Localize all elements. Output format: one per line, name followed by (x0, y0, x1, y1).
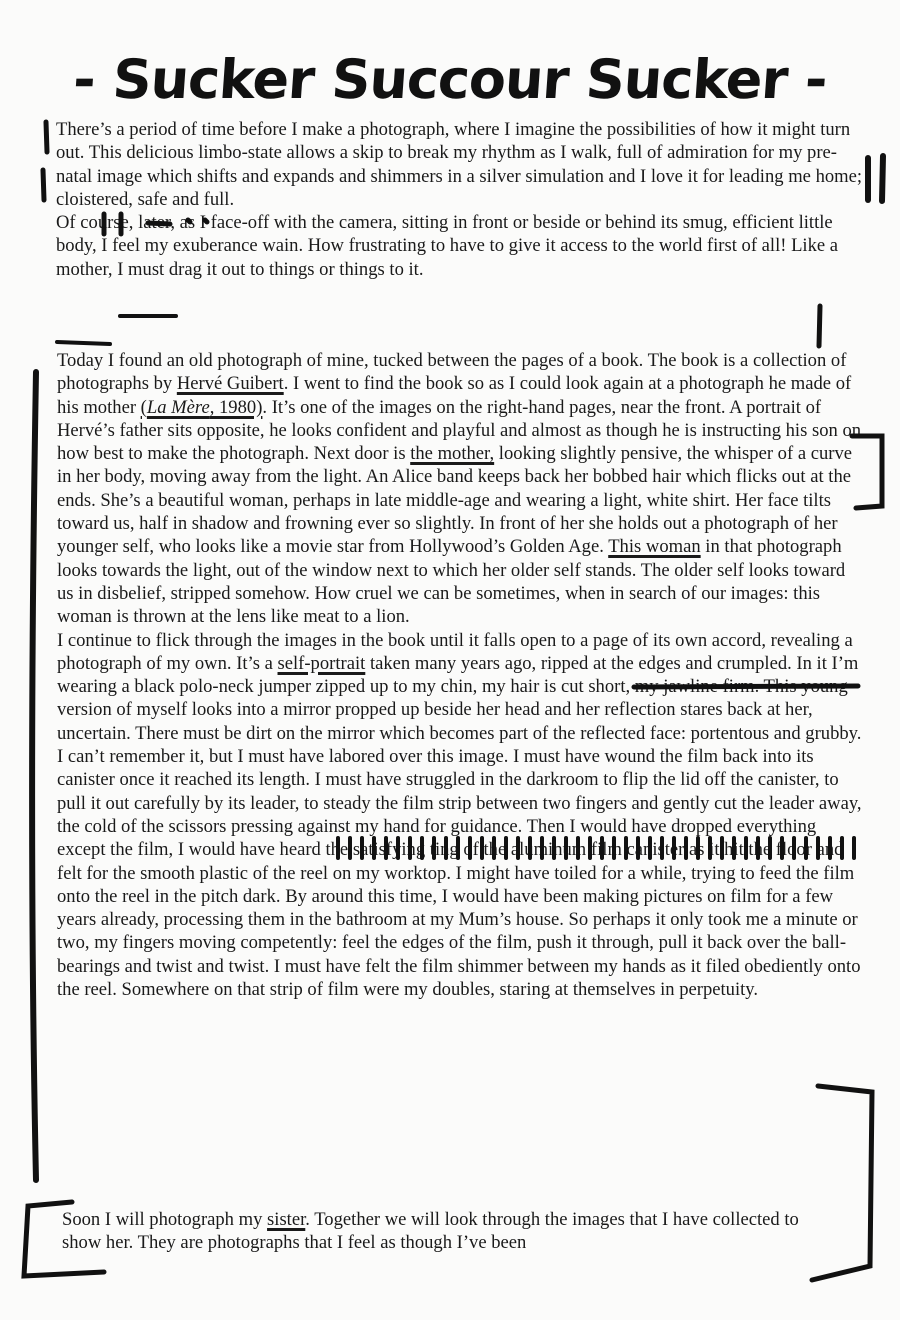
marker-mark (57, 342, 110, 344)
marker-mark (43, 170, 44, 200)
left-margin-bar (32, 372, 36, 1180)
underlined-this-woman: This woman (608, 536, 701, 558)
underlined-the-mother: the mother, (410, 443, 495, 465)
text-run: in that photograph looks towards the light, out of the window next to which her older self stands. The older self looks toward us in disbelief, stripped somehow. How cruel we can be sometimes, when in search of our images: this woman is thrown at the lens like meat to a lion. (57, 536, 846, 628)
closing-section (62, 1208, 842, 1255)
marker-mark (46, 122, 47, 152)
paragraph-soon (62, 1208, 842, 1255)
opening-section (56, 118, 864, 281)
marker-mark (819, 306, 820, 346)
paragraph-cant-remember: I can’t remember it, but I must have labored over this image. I must have wound the film back into its canister once it reached its length. I must have struggled in the darkroom to flip the lid off the canister, to pull it out carefully by its leader, to steady the film strip between two fingers and gently cut the leader away, the cold of the scissors pressing against my hand for guidance. Then I would have dropped everything except the film, I would have heard the satisfying ting of the aluminum film canister as it hit the floor and felt for the smooth plastic of the reel on my worktop. I might have toiled for a while, trying to feed the film onto the reel in the pitch dark. By around this time, I would have been making pictures on film for a few years already, processing them in the bathroom at my Mum’s house. So perhaps it only took me a minute or two, my fingers moving competently: feel the edges of the film, push it through, pull it back over the ball-bearings and twist and twist. I must have felt the film shimmer between my hands as it filed obediently onto the reel. Somewhere on that strip of film were my doubles, staring at themselves in perpetuity. (57, 746, 862, 1001)
text-run: . It’s one of the images on the right-hand pages, near the front. A portrait of Hervé’s father sits opposite, he looks confident and playful and almost as though he is instructing his son on how best to make the photograph. Next door is (57, 396, 862, 465)
text-run: Soon I will photograph my (62, 1209, 268, 1230)
handwritten-title (0, 48, 900, 111)
underlined-sister: sister (267, 1209, 306, 1230)
text-run: Today I found an old photograph of mine, tucked between the pages of a book. The book is a collection of photographs by (57, 350, 847, 395)
main-section (57, 349, 865, 1001)
text-run: I continue to flick through the images in the book until it falls open to a page of its own accord, revealing a photograph of my own. It’s a (57, 629, 853, 674)
underlined-herve-guibert: Hervé Guibert (176, 373, 284, 395)
text-run: looking slightly pensive, the whisper of a curve in her body, moving away from the light. An Alice band keeps back her bobbed hair which flicks out at the ends. She’s a beautiful woman, perhaps in late middle-age and wearing a light, white shirt. Her face tilts toward us, half in shadow and frowning ever so slightly. In front of her she holds out a photograph of her younger self, who looks like a movie star from Hollywood’s Golden Age. (57, 443, 853, 558)
text-run: , 1980) (209, 396, 263, 418)
paragraph-period-of-time: There’s a period of time before I make a photograph, where I imagine the possibilities of how it might turn out. This delicious limbo-state allows a skip to break my rhythm as I walk, full of admiration for my pre-natal image which shifts and expands and shimmers in a silver simulation and I love it for leading me home; cloistered, safe and full. (56, 119, 863, 210)
paragraph-old-photograph (57, 349, 865, 629)
title-text: Sucker Succour Sucker (110, 48, 790, 111)
text-run: taken many years ago, ripped at the edges and crumpled. In it I’m wearing a black polo-neck jumper zipped up to my chin, my hair is cut short, my jawline firm. This young version of myself looks into a mirror propped up beside her head and her reflection stares back at her, uncertain. There must be dirt on the mirror which becomes part of the reflected face: portentous and grubby. (57, 652, 862, 744)
marker-mark (882, 156, 883, 201)
paragraph-of-course: Of course, later, as I face-off with the camera, sitting in front or beside or behind its smug, efficient little body, I feel my exuberance wain. How frustrating to have to give it access to the world first of all! Like a mother, I must drag it out to things or things to it. (56, 212, 839, 280)
underlined-reference (141, 397, 263, 418)
text-run: . I went to find the book so as I could look again at a photograph he made of his mother (57, 373, 852, 418)
title-dash-left: - (71, 48, 98, 111)
text-run: . Together we will look through the images that I have collected to show her. They are photographs that I feel as though I’ve been (62, 1209, 799, 1254)
reference-title: La Mère (146, 396, 210, 418)
paragraph-flick-through (57, 629, 865, 745)
underlined-self-portrait: self-portrait (277, 652, 366, 674)
text-run: ( (140, 396, 147, 418)
title-dash-right: - (802, 48, 829, 111)
